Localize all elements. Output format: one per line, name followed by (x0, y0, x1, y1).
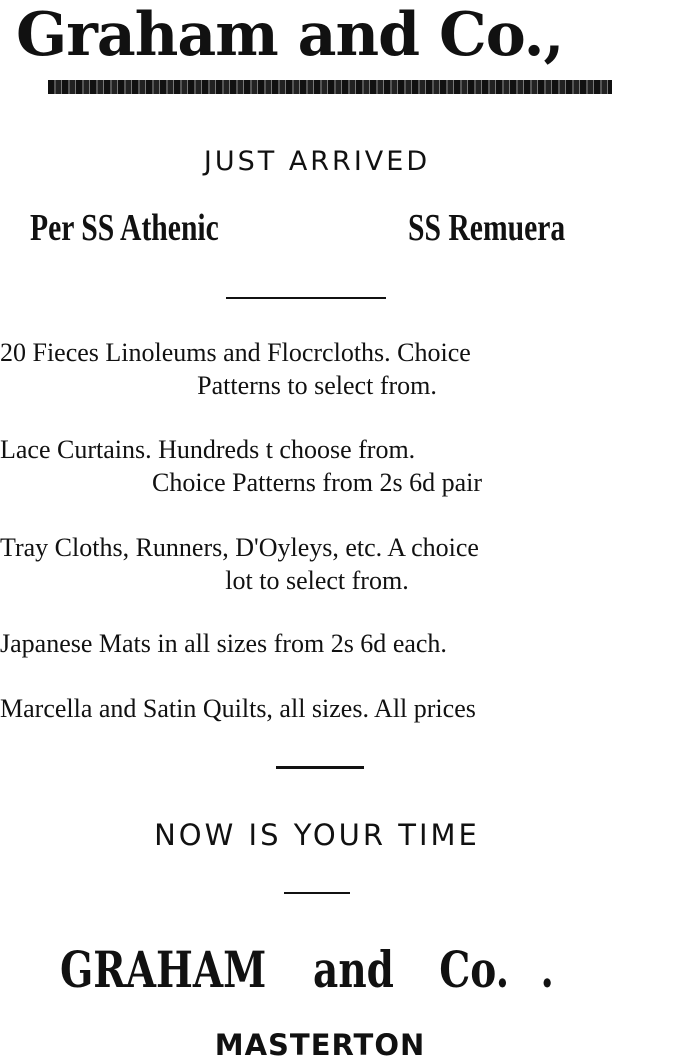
item-text: Japanese Mats in all sizes from 2s 6d (0, 629, 387, 658)
item-text-right: All prices (374, 694, 476, 723)
list-item (0, 531, 634, 597)
list-item (0, 433, 634, 499)
item-continuation: lot to select from. (225, 566, 409, 595)
divider-rule (276, 766, 364, 769)
item-continuation: Choice Patterns from 2s 6d pair (152, 468, 482, 497)
ship-remuera: SS Remuera (408, 207, 566, 249)
item-text: 20 Fieces Linoleums and Flocrcloths. (0, 338, 391, 367)
footer-advertiser-name (60, 940, 554, 999)
item-text-right: each. (392, 629, 447, 658)
list-item (0, 627, 634, 660)
ornamental-rule (48, 80, 612, 94)
footer-town: MASTERTON (214, 1028, 426, 1062)
footer-name-word: and (313, 940, 394, 999)
item-text: Lace Curtains. Hundreds t choose (0, 435, 352, 464)
ship-athenic: Per SS Athenic (30, 207, 219, 249)
footer-name-word: . (540, 940, 554, 999)
divider-dash (284, 892, 350, 894)
footer-name-word: Co. (439, 940, 510, 999)
item-text-right: Choice (397, 338, 471, 367)
call-to-action: NOW IS YOUR TIME (154, 818, 480, 852)
item-text-right: from. (358, 435, 416, 464)
item-text-right: A choice (387, 533, 479, 562)
footer-name-word: GRAHAM (60, 940, 267, 999)
list-item (0, 692, 634, 725)
item-continuation: Patterns to select from. (197, 371, 437, 400)
just-arrived-heading: JUST ARRIVED (203, 146, 431, 177)
item-text: Marcella and Satin Quilts, all sizes. (0, 694, 369, 723)
advertiser-title: Graham and Co., (16, 0, 564, 70)
list-item (0, 336, 634, 402)
item-text: Tray Cloths, Runners, D'Oyleys, etc. (0, 533, 383, 562)
divider-dash (226, 297, 386, 299)
